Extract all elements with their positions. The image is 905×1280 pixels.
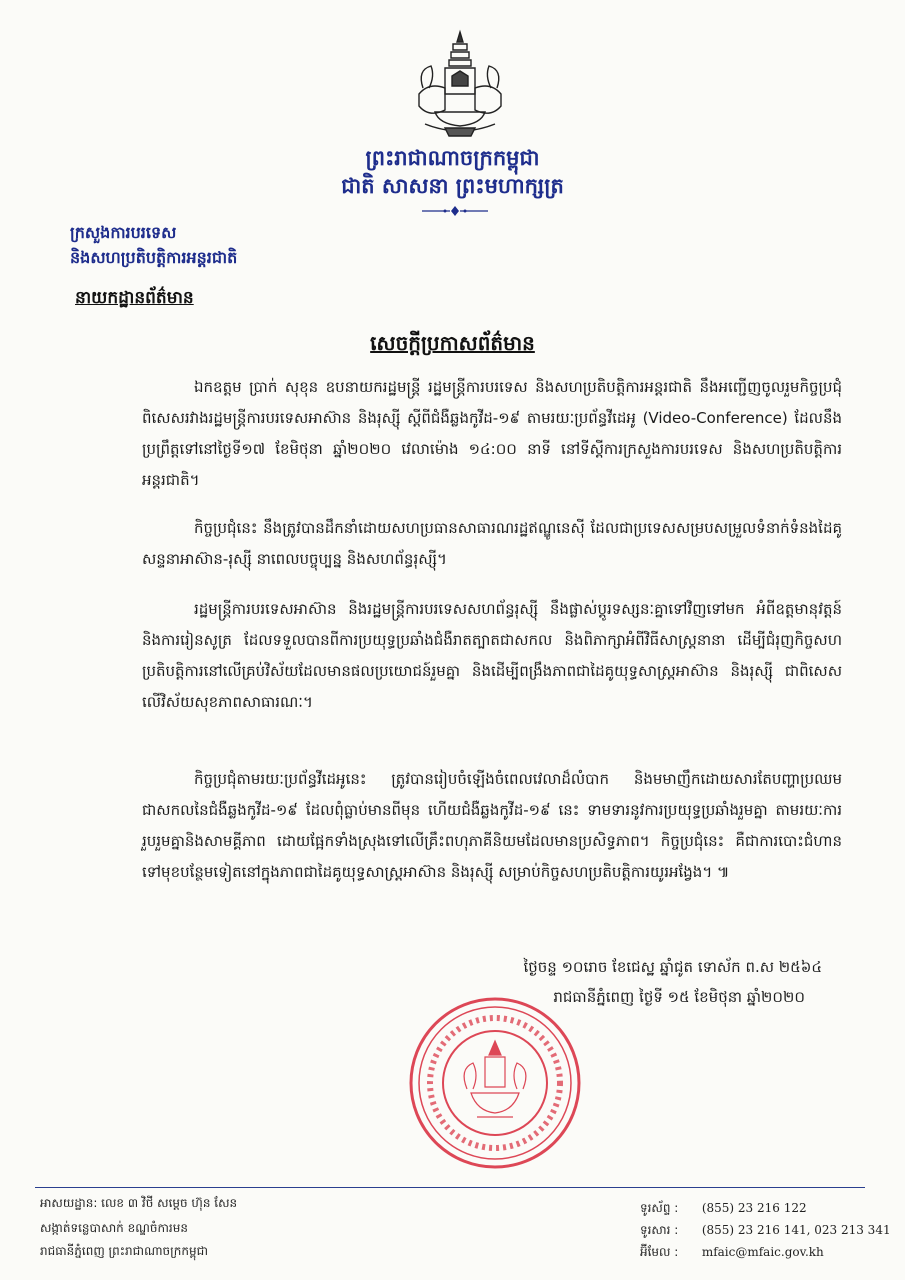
footer-email xyxy=(640,1244,824,1262)
body-paragraph-4: កិច្ចប្រជុំតាមរយៈប្រព័ន្ធវីដេអូនេះ ត្រូវបានរៀបចំឡើងចំពេលវេលាដ៏លំបាក និងមមាញឹកដោយសារតែបញ្ហាប្រឈមជាសកលនៃជំងឺឆ្លងកូវីដ-១៩ ដែលពុំធ្លាប់មានពីមុន ហើយជំងឺឆ្លងកូវីដ-១៩ នេះ ទាមទារនូវការប្រយុទ្ធប្រឆាំងរួមគ្នា តាមរយៈការរួបរួមគ្នានិងសាមគ្គីភាព ដោយផ្អែកទាំងស្រុងទៅលើគ្រឹះពហុភាគីនិយមដែលមានប្រសិទ្ធភាព។ កិច្ចប្រជុំនេះ គឺជាការបោះជំហានទៅមុខបន្ថែមទៀតនៅក្នុងភាពជាដៃគូយុទ្ធសាស្ត្រអាស៊ាន និងរុស្ស៊ី សម្រាប់កិច្ចសហប្រតិបត្តិការយូរអង្វែង។ ៕ xyxy=(142,770,842,881)
fax-label: ទូរសារ : xyxy=(640,1223,679,1237)
footer-address-line3: រាជធានីភ្នំពេញ ព្រះរាជាណាចក្រកម្ពុជា xyxy=(40,1244,208,1258)
fax-value: (855) 23 216 141, 023 213 341 xyxy=(701,1223,891,1237)
body-paragraph-3: រដ្ឋមន្ត្រីការបរទេសអាស៊ាន និងរដ្ឋមន្ត្រីការបរទេសសហព័ន្ធរុស្ស៊ី នឹងផ្លាស់ប្តូរទស្សនៈគ្នាទៅវិញទៅមក អំពីឧត្តមានុវត្តន៍ និងការរៀនសូត្រ ដែលទទួលបានពីការប្រយុទ្ធប្រឆាំងជំងឺរាតត្បាតជាសកល និងពិភាក្សាអំពីវិធីសាស្ត្រនានា ដើម្បីជំរុញកិច្ចសហប្រតិបត្តិការនៅលើគ្រប់វិស័យដែលមានផលប្រយោជន៍រួមគ្នា និងដើម្បីពង្រឹងភាពជាដៃគូយុទ្ធសាស្ត្រអាស៊ាន និងរុស្ស៊ី ជាពិសេស លើវិស័យសុខភាពសាធារណៈ។ xyxy=(142,600,842,711)
footer-fax xyxy=(640,1222,891,1240)
lunar-date: ថ្ងៃចន្ទ ១០រោច ខែជេស្ឋ ឆ្នាំជូត ទោស័ក ព.ស ២៥៦៤ xyxy=(523,958,822,976)
body-paragraph-2: កិច្ចប្រជុំនេះ នឹងត្រូវបានដឹកនាំដោយសហប្រធានសាធារណរដ្ឋឥណ្ឌូនេស៊ី ដែលជាប្រទេសសម្របសម្រួលទំនាក់ទំនងដៃគូសន្ទនាអាស៊ាន-រុស្ស៊ី នាពេលបច្ចុប្បន្ន និងសហព័ន្ធរុស្ស៊ី។ xyxy=(142,519,842,568)
phone-label: ទូរស័ព្ទ : xyxy=(640,1201,679,1215)
footer-address-line1: អាសយដ្ឋាន: លេខ ៣ វិថី សម្តេច ហ៊ុន សែន xyxy=(40,1196,238,1210)
footer-divider xyxy=(35,1187,865,1188)
department-name: នាយកដ្ឋានព័ត៌មាន xyxy=(75,288,194,308)
place-and-date: រាជធានីភ្នំពេញ ថ្ងៃទី ១៥ ខែមិថុនា ឆ្នាំ២០២០ xyxy=(553,988,805,1006)
national-motto: ជាតិ សាសនា ព្រះមហាក្សត្រ xyxy=(341,174,564,198)
document-title: សេចក្តីប្រកាសព័ត៌មាន xyxy=(370,331,535,355)
phone-value: (855) 23 216 122 xyxy=(701,1201,807,1215)
ministry-name-line2: និងសហប្រតិបត្តិការអន្តរជាតិ xyxy=(70,248,238,267)
email-value: mfaic@mfaic.gov.kh xyxy=(701,1245,824,1259)
royal-coat-of-arms-icon xyxy=(405,28,515,140)
official-seal-stamp-icon xyxy=(405,993,585,1173)
kingdom-heading: ព្រះរាជាណាចក្រកម្ពុជា xyxy=(365,146,540,170)
ministry-name-line1: ក្រសួងការបរទេស xyxy=(70,223,177,242)
email-label: អ៊ីមែល : xyxy=(640,1245,679,1259)
ornament-divider-icon xyxy=(420,205,490,217)
footer-phone xyxy=(640,1200,807,1218)
footer-address-line2: សង្កាត់ទន្លេបាសាក់ ខណ្ឌចំការមន xyxy=(40,1221,188,1235)
body-paragraph-1: ឯកឧត្តម ប្រាក់ សុខុន ឧបនាយករដ្ឋមន្ត្រី រដ្ឋមន្ត្រីការបរទេស និងសហប្រតិបត្តិការអន្តរជាតិ នឹងអញ្ជើញចូលរួមកិច្ចប្រជុំពិសេសរវាងរដ្ឋមន្ត្រីការបរទេសអាស៊ាន និងរុស្ស៊ី ស្តីពីជំងឺឆ្លងកូវីដ-១៩ តាមរយៈប្រព័ន្ធវីដេអូ (Video-Conference) ដែលនឹងប្រព្រឹត្តទៅនៅថ្ងៃទី១៧ ខែមិថុនា ឆ្នាំ២០២០ វេលាម៉ោង ១៤:០០ នាទី នៅទីស្តីការក្រសួងការបរទេស និងសហប្រតិបត្តិការអន្តរជាតិ។ xyxy=(142,378,842,489)
